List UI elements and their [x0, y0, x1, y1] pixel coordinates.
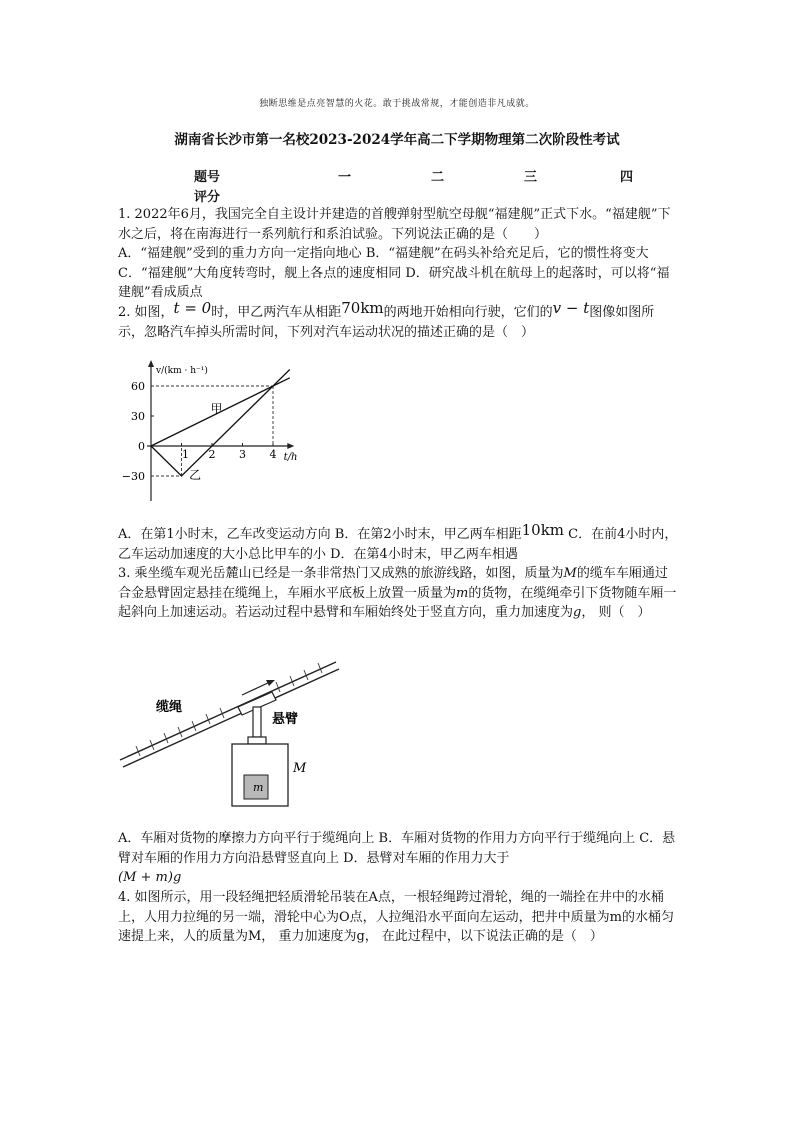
question-1-stem: 1. 2022年6月，我国完全自主设计并建造的首艘弹射型航空母舰“福建舰”正式下水。“福建舰”下水之后，将在南海进行一系列航行和系泊试验。下列说法正确的是（ ）: [118, 207, 671, 242]
question-1-options: A．“福建舰”受到的重力方向一定指向地心 B．“福建舰”在码头补给充足后，它的惯性将变大 C．“福建舰”大角度转弯时，舰上各点的速度相同 D．研究战斗机在航母上的起落时，可以将“福建舰”看成质点: [118, 246, 670, 300]
question-2-stem: 2. 如图，t = 0时，甲乙两汽车从相距70km的两地开始相向行驶，它们的v − t图像如图所示，忽略汽车掉头所需时间，下列对汽车运动状况的描述正确的是（ ）: [118, 299, 655, 340]
x-tick-label: 2: [208, 448, 216, 461]
question-3-options-text: A．车厢对货物的摩擦力方向平行于缆绳向上 B．车厢对货物的作用力方向平行于缆绳向上 C．悬臂对车厢的作用力方向沿悬臂竖直向上 D．悬臂对车厢的作用力大于: [118, 831, 676, 866]
x-axis-arrow: [287, 443, 294, 449]
question-2-options-cd: C．在前4小时内，乙车运动加速度的大小总比甲车的小 D．在第4小时末，甲乙两车相遇: [118, 527, 678, 562]
question-2-options-ab: A．在第1小时末，乙车改变运动方向 B．在第2小时末，甲乙两车相距: [118, 527, 522, 542]
exam-title: 湖南省长沙市第一名校2023-2024学年高二下学期物理第二次阶段性考试: [174, 132, 620, 148]
y-tick-label: 30: [131, 410, 145, 423]
arm-mount: [248, 737, 266, 744]
score-col-2: 二: [431, 170, 445, 185]
x-tick-label: 4: [269, 448, 277, 461]
rope-line-bottom: [123, 669, 339, 767]
question-1: [118, 205, 678, 303]
y-tick-label: 60: [131, 380, 145, 393]
question-3-options: [118, 829, 678, 888]
series-label-1: 乙: [189, 468, 202, 482]
question-3-stem: 3. 乘坐缆车观光岳麓山已经是一条非常热门又成熟的旅游线路，如图，质量为M的缆车车厢通过合金悬臂固定悬挂在缆绳上，车厢水平底板上放置一质量为m的货物，在缆绳牵引下货物随车厢一起斜向上加速运动。若运动过程中悬臂和车厢始终处于竖直方向，重力加速度为g， 则（ ）: [118, 566, 677, 620]
math-m: m: [456, 585, 469, 601]
label-M: M: [293, 761, 307, 776]
direction-arrow: [242, 682, 270, 695]
y-tick-label: 0: [138, 440, 145, 453]
y-tick-label: −30: [121, 470, 145, 483]
label-arm: 悬臂: [272, 712, 299, 727]
vt-graph: [121, 355, 310, 505]
math-vt: v − t: [552, 299, 590, 317]
x-tick-label: 1: [182, 448, 189, 461]
question-3: [118, 564, 678, 623]
question-2-options: [118, 521, 678, 564]
question-4: [118, 888, 678, 947]
math-Mmg: (M + m)g: [118, 870, 182, 885]
question-4-stem: 4. 如图所示，用一段轻绳把轻质滑轮吊装在A点，一根轻绳跨过滑轮，绳的一端拴在井中的水桶上，人用力拉绳的另一端，滑轮中心为O点，人拉绳沿水平面向左运动，把井中质量为m的水桶匀速提上来，人的质量为M， 重力加速度为g， 在此过程中，以下说法正确的是（ ）: [118, 890, 674, 944]
label-rope: 缆绳: [156, 700, 183, 715]
math-distance-10: 10km: [521, 521, 565, 539]
cable-car-figure: [120, 655, 350, 815]
math-g: g: [573, 605, 582, 620]
y-axis-label: v/(km · h⁻¹): [156, 366, 208, 376]
math-distance: 70km: [341, 299, 384, 317]
x-tick-label: 3: [239, 448, 246, 461]
score-col-3: 三: [524, 170, 538, 185]
y-axis-arrow: [148, 360, 154, 367]
math-t0: t = 0: [173, 299, 212, 317]
suspension-arm: [253, 707, 261, 737]
score-col-4: 四: [620, 170, 634, 185]
question-2: [118, 299, 678, 342]
score-label-question-number: 题号: [194, 170, 221, 185]
label-m: m: [253, 781, 264, 794]
score-label-grade: 评分: [194, 190, 221, 205]
x-axis-label: t/h: [283, 452, 298, 463]
header-motto: 独断思维是点亮智慧的火花。敢于挑战常规，才能创造非凡成就。: [259, 99, 535, 109]
score-col-1: 一: [338, 170, 352, 185]
math-M: M: [563, 566, 577, 581]
series-label-0: 甲: [210, 402, 223, 416]
